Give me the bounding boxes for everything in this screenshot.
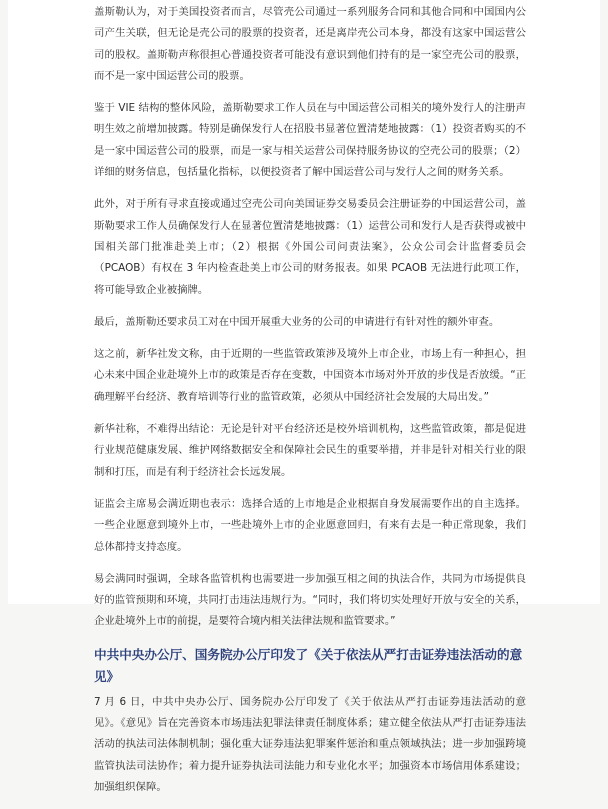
paragraph-registration-disclosure: 此外，对于所有寻求直接或通过空壳公司向美国证券交易委员会注册证券的中国运营公司，盖斯勒要求工作人员确保发行人在显著位置清楚地披露：（1）运营公司和发行人是否获得或被中国相关部门批准赴美上市；（2）根据《外国公司问责法案》，公众公司会计监督委员会（PCAOB）有权在 3 年内检查赴美上市公司的财务报表。如果 PCAOB 无法进行此项工作，将可能导致企业被摘牌。 <box>94 198 526 296</box>
document-page <box>8 0 600 793</box>
section-heading: 中共中央办公厅、国务院办公厅印发了《关于依法从严打击证券违法活动的意见》 <box>94 646 523 684</box>
paragraph-xinhua-concerns: 这之前，新华社发文称，由于近期的一些监管政策涉及境外上市企业，市场上有一种担心，担心未来中国企业赴境外上市的政策是否存在变数，中国资本市场对外开放的步伐是否放缓。“正确理解平台经济、教育培训等行业的监管政策，必须从中国经济社会发展的大局出发。” <box>94 348 526 403</box>
paragraph-vie-disclosure: 鉴于 VIE 结构的整体风险，盖斯勒要求工作人员在与中国运营公司相关的境外发行人的注册声明生效之前增加披露。特别是确保发行人在招股书显著位置清楚地披露：（1）投资者购买的不是一家中国运营公司的股票，而是一家与相关运营公司保持服务协议的空壳公司的股票；（2）详细的财务信息，包括量化指标，以便投资者了解中国运营公司与发行人之间的财务关系。 <box>94 102 526 179</box>
paragraph-opinions-summary: 7 月 6 日，中共中央办公厅、国务院办公厅印发了《关于依法从严打击证券违法活动的意见》。《意见》旨在完善资本市场违法犯罪法律责任制度体系；建立健全依法从严打击证券违法活动的执法司法体制机制；强化重大证券违法犯罪案件惩治和重点领域执法；进一步加强跨境监管执法司法协作；着力提升证券执法司法能力和专业化水平；加强资本市场信用体系建设；加强组织保障。 <box>94 695 526 793</box>
paragraph-vie-investor-risk: 盖斯勒认为，对于美国投资者而言，尽管壳公司通过一系列服务合同和其他合同和中国国内公司产生关联，但无论是壳公司的股票的投资者，还是离岸壳公司本身，都没有这家中国运营公司的股权。盖斯勒声称很担心普通投资者可能没有意识到他们持有的是一家空壳公司的股票，而不是一家中国运营公司的股票。 <box>94 6 526 82</box>
paragraph-xinhua-conclusion: 新华社称，不难得出结论：无论是针对平台经济还是校外培训机构，这些监管政策，都是促进行业规范健康发展、维护网络数据安全和保障社会民生的重要举措，并非是针对相关行业的限制和打压，而是有利于经济社会长远发展。 <box>94 423 526 478</box>
paragraph-csrc-chairman: 证监会主席易会满近期也表示：选择合适的上市地是企业根据自身发展需要作出的自主选择。一些企业愿意到境外上市，一些赴境外上市的企业愿意回归，有来有去是一种正常现象，我们总体都持支持态度。 <box>94 497 526 553</box>
article-body <box>94 2 526 809</box>
paragraph-enforcement-cooperation: 易会满同时强调，全球各监管机构也需要进一步加强互相之间的执法合作，共同为市场提供良好的监管预期和环境，共同打击违法违规行为。“同时，我们将切实处理好开放与安全的关系，企业赴境外上市的前提，是要符合境内相关法律法规和监管要求。” <box>94 572 526 628</box>
paragraph-additional-review: 最后，盖斯勒还要求员工对在中国开展重大业务的公司的申请进行有针对性的额外审查。 <box>94 315 500 328</box>
